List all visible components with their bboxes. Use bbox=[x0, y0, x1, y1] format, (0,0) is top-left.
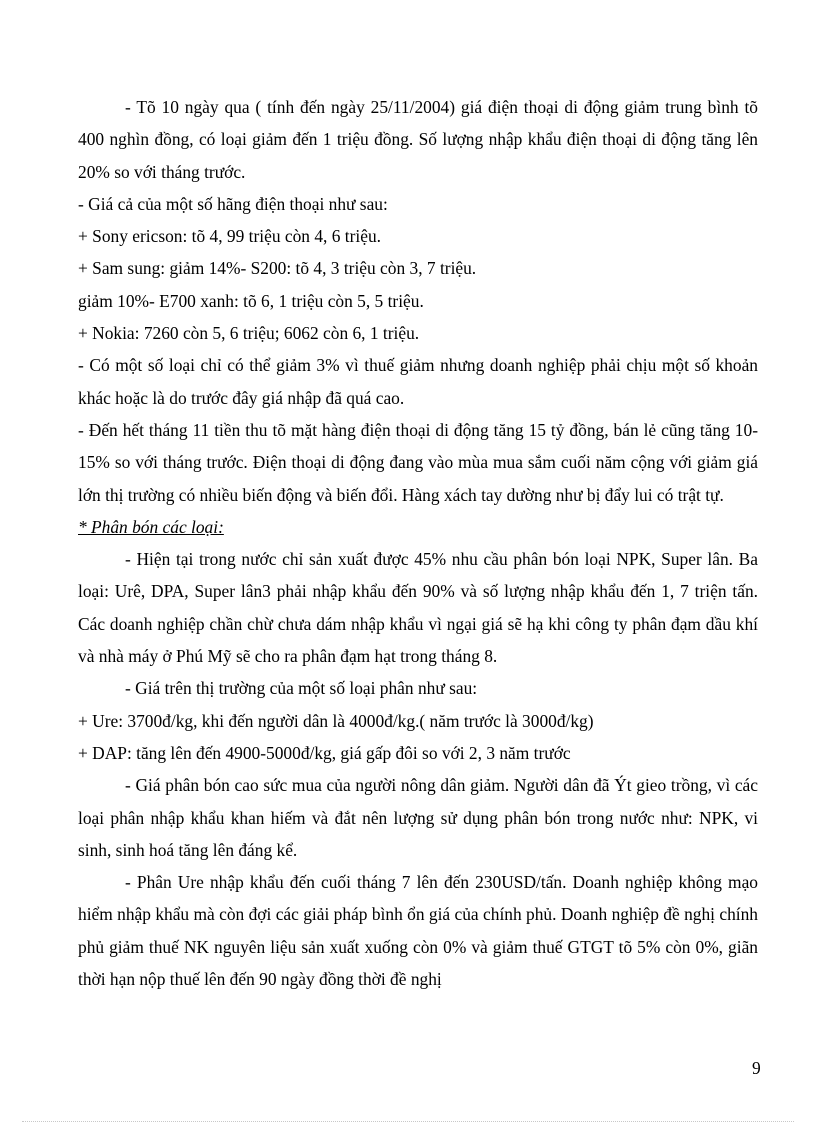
paragraph-ure-import: - Phân Ure nhập khẩu đến cuối tháng 7 lên đến 230USD/tấn. Doanh nghiệp không mạo hiểm nhập khẩu mà còn đợi các giải pháp bình ổn giá của chính phủ. Doanh nghiệp đề nghị chính phủ giảm thuế NK nguyên liệu sản xuất xuống còn 0% và giảm thuế GTGT tõ 5% còn 0%, giãn thời hạn nộp thuế lên đến 90 ngày đồng thời đề nghị bbox=[78, 872, 758, 990]
paragraph-fertilizer-prices-intro: - Giá trên thị trường của một số loại phân như sau: bbox=[125, 678, 478, 699]
page-bottom-divider bbox=[22, 1121, 794, 1122]
paragraph-brand-prices-intro: - Giá cả của một số hãng điện thoại như sau: bbox=[78, 193, 388, 214]
section-heading-fertilizer: * Phân bón các loại: bbox=[78, 516, 224, 537]
paragraph-tax-reduction: - Có một số loại chỉ có thể giảm 3% vì thuế giảm nhưng doanh nghiệp phải chịu một số khoản khác hoặc là do trước đây giá nhập đã quá cao. bbox=[78, 355, 758, 408]
paragraph-november-revenue: - Đến hết tháng 11 tiền thu tõ mặt hàng điện thoại di động tăng 15 tỷ đồng, bán lẻ cũng tăng 10- 15% so với tháng trước. Điện thoại di động đang vào mùa mua sắm cuối năm cộng với giảm giá lớn thị trường có nhiều biến động và biến đổi. Hàng xách tay dường như bị đẩy lui có trật tự. bbox=[78, 419, 758, 505]
paragraph-phone-price-drop: - Tõ 10 ngày qua ( tính đến ngày 25/11/2004) giá điện thoại di động giảm trung bình tõ 400 nghìn đồng, có loại giảm đến 1 triệu đồng. Số lượng nhập khẩu điện thoại di động tăng lên 20% so với tháng trước. bbox=[78, 97, 758, 182]
paragraph-domestic-production: - Hiện tại trong nước chỉ sản xuất được 45% nhu cầu phân bón loại NPK, Super lân. Ba loại: Urê, DPA, Super lân3 phải nhập khẩu đến 90% và số lượng nhập khẩu đến 1, 7 triện tấn. Các doanh nghiệp chần chừ chưa dám nhập khẩu vì ngại giá sẽ hạ khi công ty phân đạm dầu khí và nhà máy ở Phú Mỹ sẽ cho ra phân đạm hạt trong tháng 8. bbox=[78, 549, 758, 667]
list-item-samsung-e700: giảm 10%- E700 xanh: tõ 6, 1 triệu còn 5, 5 triệu. bbox=[78, 290, 424, 311]
list-item-dap-price: + DAP: tăng lên đến 4900-5000đ/kg, giá gấp đôi so với 2, 3 năm trước bbox=[78, 742, 571, 763]
page-number: 9 bbox=[752, 1058, 761, 1078]
document-body bbox=[78, 91, 758, 995]
list-item-ure-price: + Ure: 3700đ/kg, khi đến người dân là 4000đ/kg.( năm trước là 3000đ/kg) bbox=[78, 710, 594, 731]
list-item-nokia: + Nokia: 7260 còn 5, 6 triệu; 6062 còn 6, 1 triệu. bbox=[78, 323, 420, 344]
paragraph-purchasing-power: - Giá phân bón cao sức mua của người nông dân giảm. Người dân đã Ýt gieo trồng, vì các loại phân nhập khẩu khan hiếm và đắt nên lượng sử dụng phân bón trong nước như: NPK, vi sinh, sinh hoá tăng lên đáng kể. bbox=[78, 775, 758, 860]
list-item-sony-ericson: + Sony ericson: tõ 4, 99 triệu còn 4, 6 triệu. bbox=[78, 226, 381, 247]
list-item-samsung-s200: + Sam sung: giảm 14%- S200: tõ 4, 3 triệu còn 3, 7 triệu. bbox=[78, 258, 477, 279]
